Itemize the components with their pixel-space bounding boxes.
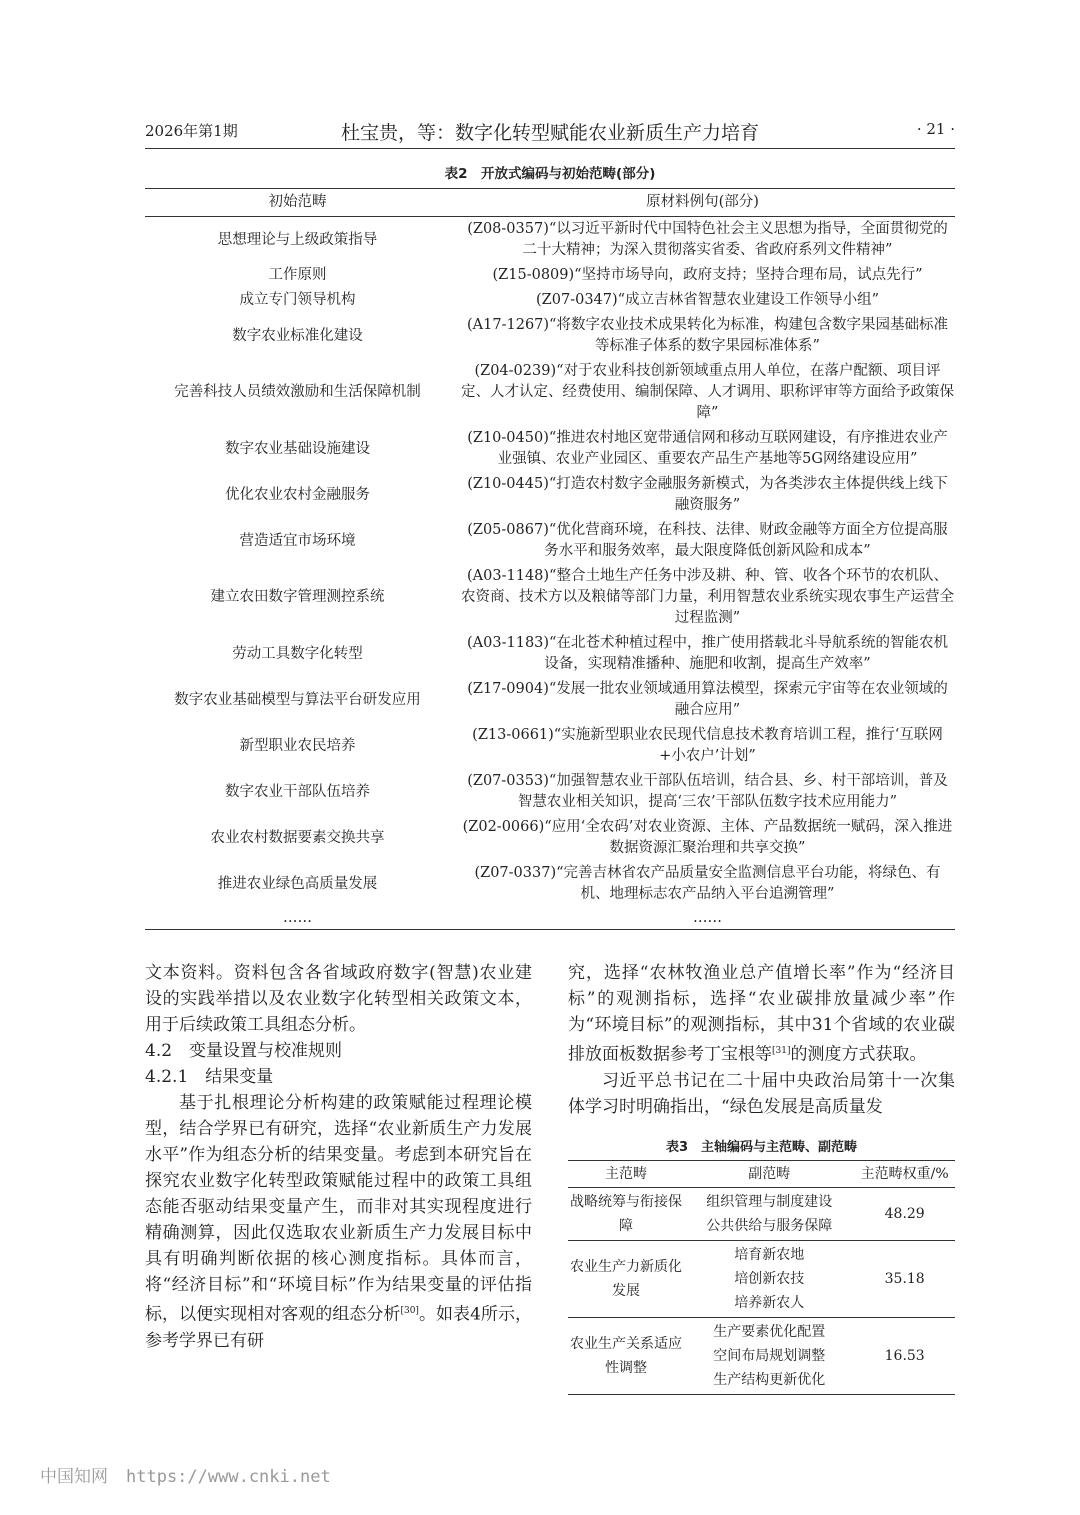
category-cell: 营造适宜市场环境 [239,532,356,549]
paragraph [568,960,955,1068]
watermark-name: 中国知网 [40,1467,108,1487]
table-row [145,518,955,564]
category-cell: 推进农业绿色高质量发展 [217,875,378,892]
table2-body [145,217,955,930]
category-cell: 新型职业农民培养 [239,737,356,754]
example-cell: (A17-1267)“将数字农业技术成果转化为标准，构建包含数字果园基础标准等标准子体系的数字果园标准体系” [467,317,948,354]
table-row [145,426,955,472]
category-cell: 劳动工具数字化转型 [232,645,363,662]
table2-header-category: 初始范畴 [145,189,450,217]
citation-31[interactable]: [31] [772,1046,791,1056]
example-cell: (Z05-0867)“优化营商环境，在科技、法律、财政金融等方面全方位提高服务水平和服务效率，最大限度降低创新风险和成本” [467,522,948,559]
right-column [568,960,955,1120]
category-cell: 工作原则 [268,267,327,283]
sub-category: 空间布局规划调整 [713,1348,826,1364]
weight-cell: 48.29 [854,1188,955,1241]
table-row [145,861,955,907]
table-row [145,263,955,288]
table2 [145,188,955,930]
weight-cell: 16.53 [854,1318,955,1395]
example-cell: (Z10-0450)“推进农村地区宽带通信网和移动互联网建设，有序推进农业产业强镇、农业产业园区、重要农产品生产基地等5G网络建设应用” [467,430,948,467]
example-cell: (Z07-0347)“成立吉林省智慧农业建设工作领导小组” [536,292,879,308]
main-category-cell: 战略统筹与衔接保障 [568,1188,684,1241]
table3-title: 表3 主轴编码与主范畴、副范畴 [665,1140,858,1155]
sub-category-cell [684,1241,854,1318]
table-row [145,472,955,518]
subsection-heading: 4.2.1 结果变量 [145,1067,274,1087]
category-cell: 成立专门领导机构 [239,292,356,308]
sub-category: 培创新农技 [734,1271,805,1287]
example-cell: (Z08-0357)“以习近平新时代中国特色社会主义思想为指导，全面贯彻党的二十大精神；为深入贯彻落实省委、省政府系列文件精神” [467,221,948,258]
sub-category: 生产要素优化配置 [713,1324,826,1340]
table2-header-example: 原材料例句(部分) [450,189,955,217]
watermark-url[interactable]: https://www.cnki.net [126,1467,331,1487]
example-cell: (Z07-0337)“完善吉林省农产品质量安全监测信息平台功能，将绿色、有机、地理标志农产品纳入平台追溯管理” [474,865,941,902]
sub-category-cell [684,1188,854,1241]
example-cell: (Z15-0809)“坚持市场导向，政府支持；坚持合理布局，试点先行” [492,267,923,283]
paragraph-text: 的测度方式获取。 [790,1044,927,1065]
paragraph-text: 究，选择“农林牧渔业总产值增长率”作为“经济目标”的观测指标，选择“农业碳排放量减少率”作为“环境目标”的观测指标，其中31个省域的农业碳排放面板数据参考丁宝根等 [568,963,955,1065]
paragraph [145,1090,532,1354]
table3-header-sub: 副范畴 [684,1161,854,1188]
sub-category: 培养新农人 [734,1295,805,1311]
paragraph-text: 。如表4所示，参考学界已有研 [145,1304,532,1351]
table-row [568,1188,955,1241]
page-number: · 21 · [916,120,955,138]
example-cell: (Z10-0445)“打造农村数字金融服务新模式，为各类涉农主体提供线上线下融资服务” [467,476,948,513]
table-row [145,769,955,815]
table-row [145,723,955,769]
example-cell: (A03-1148)“整合土地生产任务中涉及耕、种、管、收各个环节的农机队、农资商、技术方以及粮储等部门力量，利用智慧农业系统实现农事生产运营全过程监测” [461,568,954,626]
example-cell: (Z13-0661)“实施新型职业农民现代信息技术教育培训工程，推行‘互联网+小农户’计划” [472,727,943,764]
example-cell: (Z02-0066)“应用‘全农码’对农业资源、主体、产品数据统一赋码，深入推进数据资源汇聚治理和共享交换” [462,819,953,856]
table-row [568,1318,955,1395]
main-category-cell: 农业生产力新质化发展 [568,1241,684,1318]
category-cell: 数字农业标准化建设 [232,327,363,344]
sub-category: 生产结构更新优化 [713,1372,826,1388]
table-row [145,564,955,631]
table3-header-main: 主范畴 [568,1161,684,1188]
table-row [145,288,955,313]
table2-title: 表2 开放式编码与初始范畴(部分) [444,166,656,182]
category-cell: 思想理论与上级政策指导 [217,231,378,248]
table3 [568,1160,955,1395]
left-column [145,960,532,1354]
sub-category: 公共供给与服务保障 [706,1218,833,1234]
example-cell: (Z04-0239)“对于农业科技创新领域重点用人单位，在落户配额、项目评定、人才认定、经费使用、编制保障、人才调用、职称评审等方面给予政策保障” [461,363,954,421]
table3-body [568,1188,955,1395]
table-row [145,815,955,861]
paragraph: 习近平总书记在二十届中央政治局第十一次集体学习时明确指出，“绿色发展是高质量发 [568,1070,955,1117]
example-cell: …… [450,907,955,930]
sub-category: 组织管理与制度建设 [706,1194,833,1210]
weight-cell: 35.18 [854,1241,955,1318]
category-cell: 数字农业基础设施建设 [225,440,370,457]
category-cell: 建立农田数字管理测控系统 [210,589,385,605]
sub-category-cell [684,1318,854,1395]
category-cell: 数字农业干部队伍培养 [225,783,370,800]
header-title: 杜宝贵，等：数字化转型赋能农业新质生产力培育 [340,122,759,144]
category-cell: 数字农业基础模型与算法平台研发应用 [174,691,421,708]
running-header [145,118,955,149]
issue-label: 2026年第1期 [145,122,238,140]
table-row [145,631,955,677]
table-row [145,359,955,426]
paragraph-text: 基于扎根理论分析构建的政策赋能过程理论模型，结合学界已有研究，选择“农业新质生产力发展水平”作为组态分析的结果变量。考虑到本研究旨在探究农业数字化转型政策赋能过程中的政策工具组态能否驱动结果变量产生，而非对其实现程度进行精确测算，因此仅选取农业新质生产力发展目标中具有明确判断依据的核心测度指标。具体而言，将“经济目标”和“环境目标”作为结果变量的评估指标，以便实现相对客观的组态分析 [145,1093,532,1325]
paragraph: 文本资料。资料包含各省域政府数字(智慧)农业建设的实践举措以及农业数字化转型相关政策文本，用于后续政策工具组态分析。 [145,963,532,1035]
example-cell: (Z07-0353)“加强智慧农业干部队伍培训，结合县、乡、村干部培训，普及智慧农业相关知识，提高‘三农’干部队伍数字技术应用能力” [467,773,948,810]
category-cell: 完善科技人员绩效激励和生活保障机制 [174,384,421,400]
category-cell: 优化农业农村金融服务 [225,486,370,503]
citation-30[interactable]: [30] [400,1306,419,1316]
main-category-cell: 农业生产关系适应性调整 [568,1318,684,1395]
example-cell: (Z17-0904)“发展一批农业领域通用算法模型，探索元宇宙等在农业领域的融合应用” [467,681,948,718]
example-cell: (A03-1183)“在北苍术种植过程中，推广使用搭载北斗导航系统的智能农机设备，实现精准播种、施肥和收割，提高生产效率” [467,635,948,672]
watermark [40,1462,331,1487]
table-row [568,1241,955,1318]
table-row [145,907,955,930]
sub-category: 培育新农地 [734,1247,805,1263]
section-heading: 4.2 变量设置与校准规则 [145,1041,343,1061]
table-row [145,313,955,359]
table-row [145,677,955,723]
category-cell: …… [145,907,450,930]
table-row [145,217,955,264]
table3-header-weight: 主范畴权重/% [854,1161,955,1188]
category-cell: 农业农村数据要素交换共享 [210,829,385,846]
